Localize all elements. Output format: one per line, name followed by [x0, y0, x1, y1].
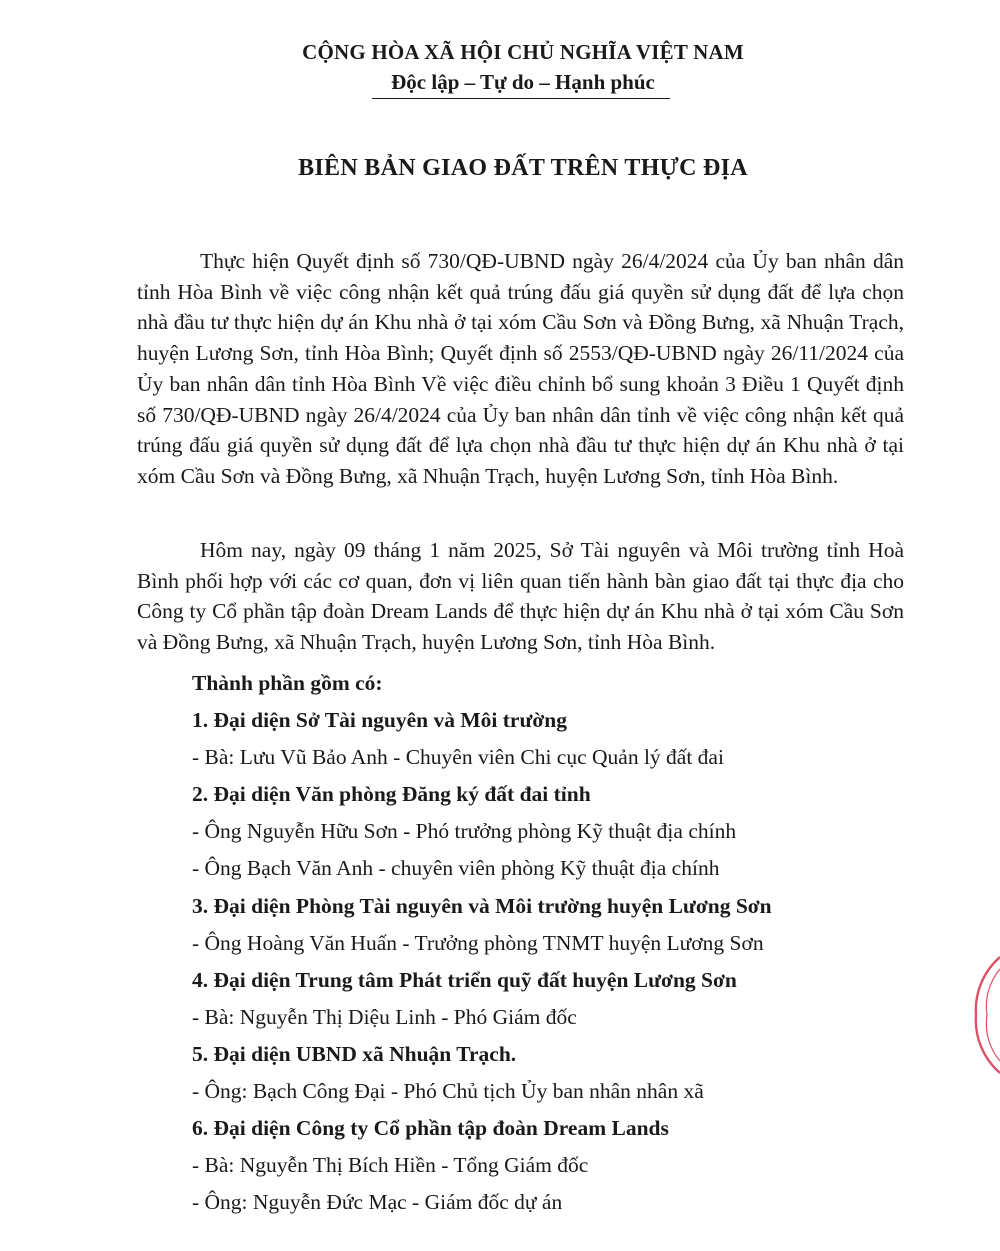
group-title: 1. Đại diện Sở Tài nguyên và Môi trường [192, 708, 567, 733]
participant-entry: - Ông Hoàng Văn Huấn - Trưởng phòng TNMT huyện Lương Sơn [192, 930, 764, 955]
participant-entry: - Ông Bạch Văn Anh - chuyên viên phòng Kỹ thuật địa chính [192, 856, 720, 881]
red-seal-stamp [960, 955, 1000, 1075]
participant-entry: - Bà: Nguyễn Thị Diệu Linh - Phó Giám đốc [192, 1004, 577, 1029]
group-title: 3. Đại diện Phòng Tài nguyên và Môi trường huyện Lương Sơn [192, 893, 772, 918]
group-title: 5. Đại diện UBND xã Nhuận Trạch. [192, 1041, 517, 1066]
participant-entry: - Bà: Lưu Vũ Bảo Anh - Chuyên viên Chi cục Quản lý đất đai [192, 745, 724, 770]
group-title: 2. Đại diện Văn phòng Đăng ký đất đai tỉnh [192, 782, 591, 807]
motto-underline [372, 98, 670, 99]
national-motto: Độc lập – Tự do – Hạnh phúc [391, 70, 655, 94]
participant-entry: - Ông Nguyễn Hữu Sơn - Phó trưởng phòng Kỹ thuật địa chính [192, 819, 737, 844]
country-name: CỘNG HÒA XÃ HỘI CHỦ NGHĨA VIỆT NAM [302, 40, 744, 64]
participants-heading: Thành phần gồm có: [192, 671, 383, 695]
participant-entry: - Bà: Nguyễn Thị Bích Hiền - Tổng Giám đốc [192, 1153, 589, 1178]
document-title: BIÊN BẢN GIAO ĐẤT TRÊN THỰC ĐỊA [298, 155, 748, 181]
participants-list [192, 665, 912, 1221]
group-title: 6. Đại diện Công ty Cổ phần tập đoàn Dream Lands [192, 1116, 669, 1141]
group-title: 4. Đại diện Trung tâm Phát triển quỹ đất huyện Lương Sơn [192, 967, 737, 992]
date-paragraph: Hôm nay, ngày 09 tháng 1 năm 2025, Sở Tài nguyên và Môi trường tỉnh Hoà Bình phối hợp với các cơ quan, đơn vị liên quan tiến hành bàn giao đất tại thực địa cho Công ty Cổ phần tập đoàn Dream Lands để thực hiện dự án Khu nhà ở tại xóm Cầu Sơn và Đồng Bưng, xã Nhuận Trạch, huyện Lương Sơn, tỉnh Hòa Bình. [137, 538, 904, 655]
participant-entry: - Ông: Nguyễn Đức Mạc - Giám đốc dự án [192, 1190, 563, 1215]
participant-entry: - Ông: Bạch Công Đại - Phó Chủ tịch Ủy ban nhân nhân xã [192, 1079, 704, 1104]
intro-paragraph: Thực hiện Quyết định số 730/QĐ-UBND ngày 26/4/2024 của Ủy ban nhân dân tỉnh Hòa Bình về việc công nhận kết quả trúng đấu giá quyền sử dụng đất để lựa chọn nhà đầu tư thực hiện dự án Khu nhà ở tại xóm Cầu Sơn và Đồng Bưng, xã Nhuận Trạch, huyện Lương Sơn, tỉnh Hòa Bình; Quyết định số 2553/QĐ-UBND ngày 26/11/2024 của Ủy ban nhân dân tỉnh Hòa Bình Về việc điều chỉnh bổ sung khoản 3 Điều 1 Quyết định số 730/QĐ-UBND ngày 26/4/2024 của Ủy ban nhân dân tỉnh về việc công nhận kết quả trúng đấu giá quyền sử dụng đất để lựa chọn nhà đầu tư thực hiện dự án Khu nhà ở tại xóm Cầu Sơn và Đồng Bưng, xã Nhuận Trạch, huyện Lương Sơn, tỉnh Hòa Bình. [137, 249, 904, 488]
